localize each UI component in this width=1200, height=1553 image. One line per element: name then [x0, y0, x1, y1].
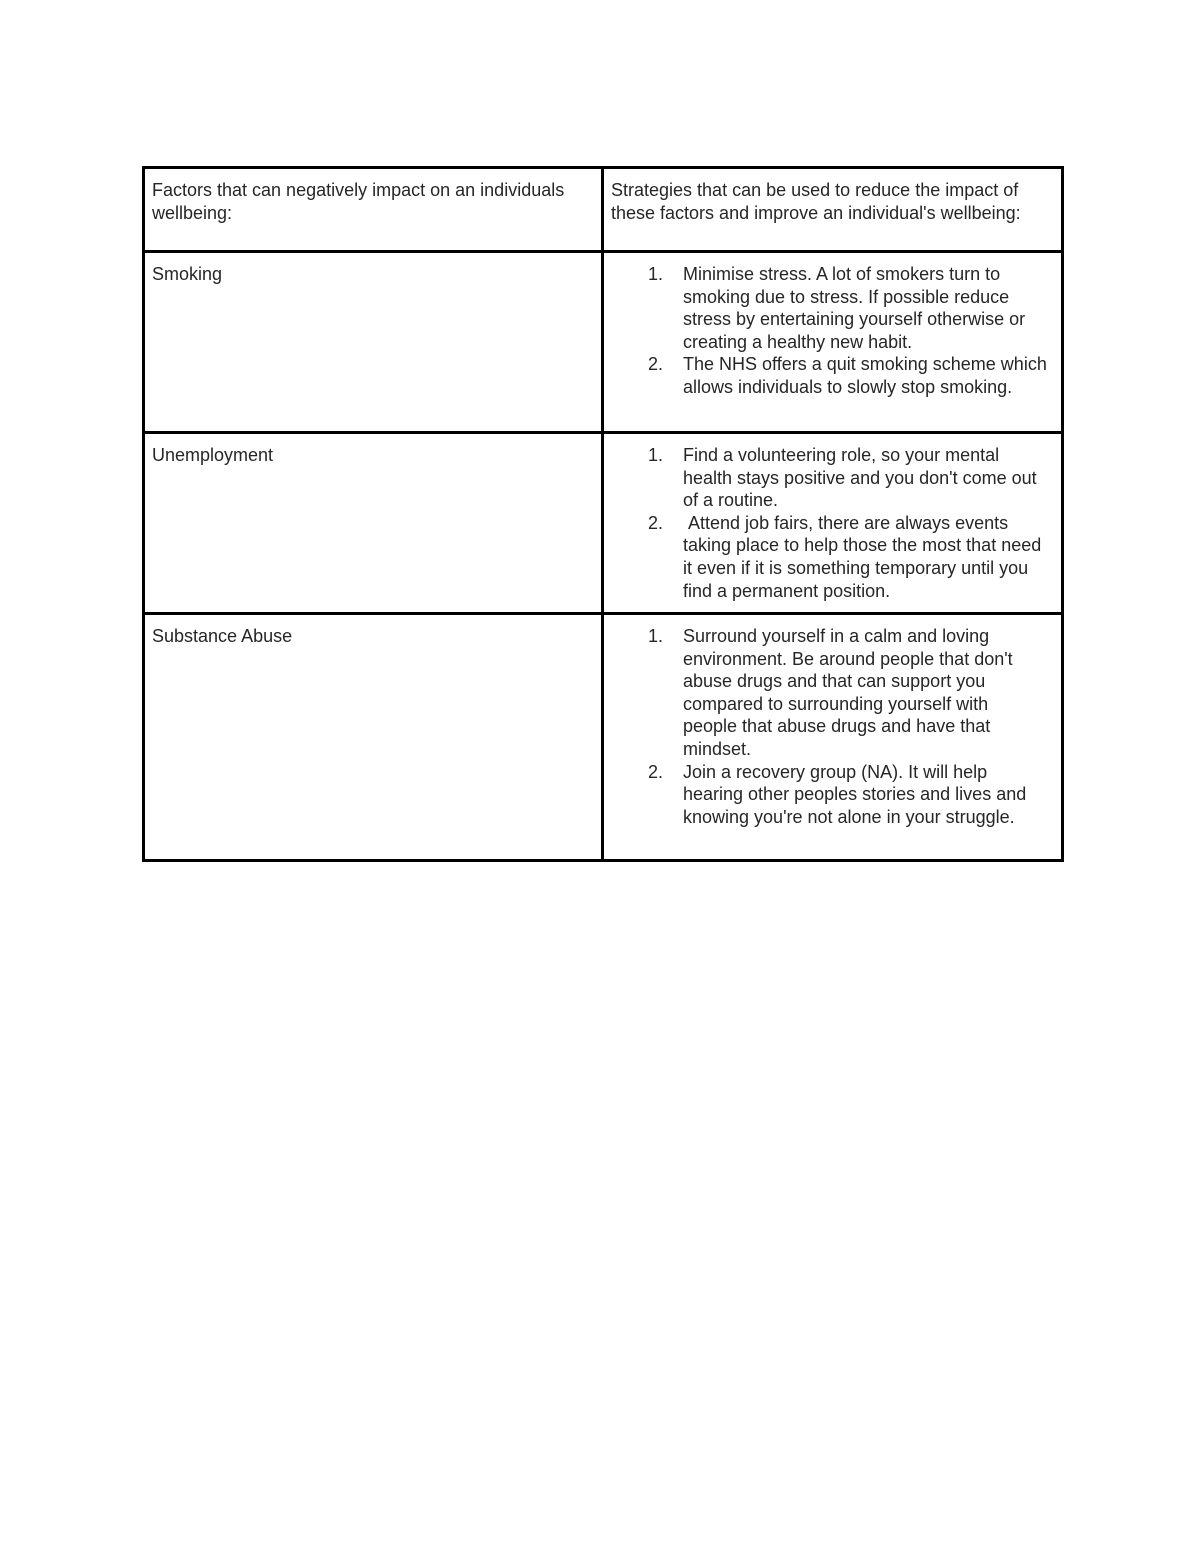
table-row	[144, 433, 1063, 614]
strategy-text: Surround yourself in a calm and loving environment. Be around people that don't abuse drugs and that can support you compared to surrounding yourself with people that abuse drugs and have that mindset.	[683, 626, 1013, 759]
list-number: 2.	[648, 761, 664, 782]
list-item	[611, 512, 1047, 602]
list-item	[611, 761, 1047, 829]
list-number: 1.	[648, 264, 664, 284]
table-header-row	[144, 168, 1063, 252]
list-number: 1.	[648, 626, 664, 646]
strategies-cell-substance-abuse	[603, 614, 1063, 861]
strategy-list	[611, 263, 1047, 399]
strategies-cell-unemployment	[603, 433, 1063, 614]
list-item	[611, 263, 1047, 353]
header-factors-cell: Factors that can negatively impact on an individuals wellbeing:	[144, 168, 603, 252]
factor-cell-smoking: Smoking	[144, 252, 603, 433]
list-item	[611, 353, 1047, 398]
strategy-text: The NHS offers a quit smoking scheme which allows individuals to slowly stop smoking.	[683, 354, 1047, 397]
factor-cell-unemployment: Unemployment	[144, 433, 603, 614]
strategy-text: Join a recovery group (NA). It will help hearing other peoples stories and lives and knowing you're not alone in your struggle.	[683, 761, 1027, 827]
table-row	[144, 614, 1063, 861]
strategy-list	[611, 625, 1047, 828]
strategy-text: Attend job fairs, there are always events taking place to help those the most that need it even if it is something temporary until you find a permanent position.	[683, 512, 1047, 601]
factor-cell-substance-abuse: Substance Abuse	[144, 614, 603, 861]
table-row	[144, 252, 1063, 433]
list-item	[611, 444, 1047, 512]
list-number: 2.	[648, 512, 664, 533]
list-number: 1.	[648, 445, 664, 465]
strategy-text: Find a volunteering role, so your mental health stays positive and you don't come out of a routine.	[683, 445, 1037, 511]
strategy-text: Minimise stress. A lot of smokers turn to smoking due to stress. If possible reduce stress by entertaining yourself otherwise or creating a healthy new habit.	[683, 264, 1026, 352]
list-number: 2.	[648, 354, 664, 375]
strategies-cell-smoking	[603, 252, 1063, 433]
list-item	[611, 625, 1047, 761]
header-strategies-cell: Strategies that can be used to reduce the impact of these factors and improve an individual's wellbeing:	[603, 168, 1063, 252]
strategy-list	[611, 444, 1047, 602]
wellbeing-factors-table	[142, 166, 1064, 862]
